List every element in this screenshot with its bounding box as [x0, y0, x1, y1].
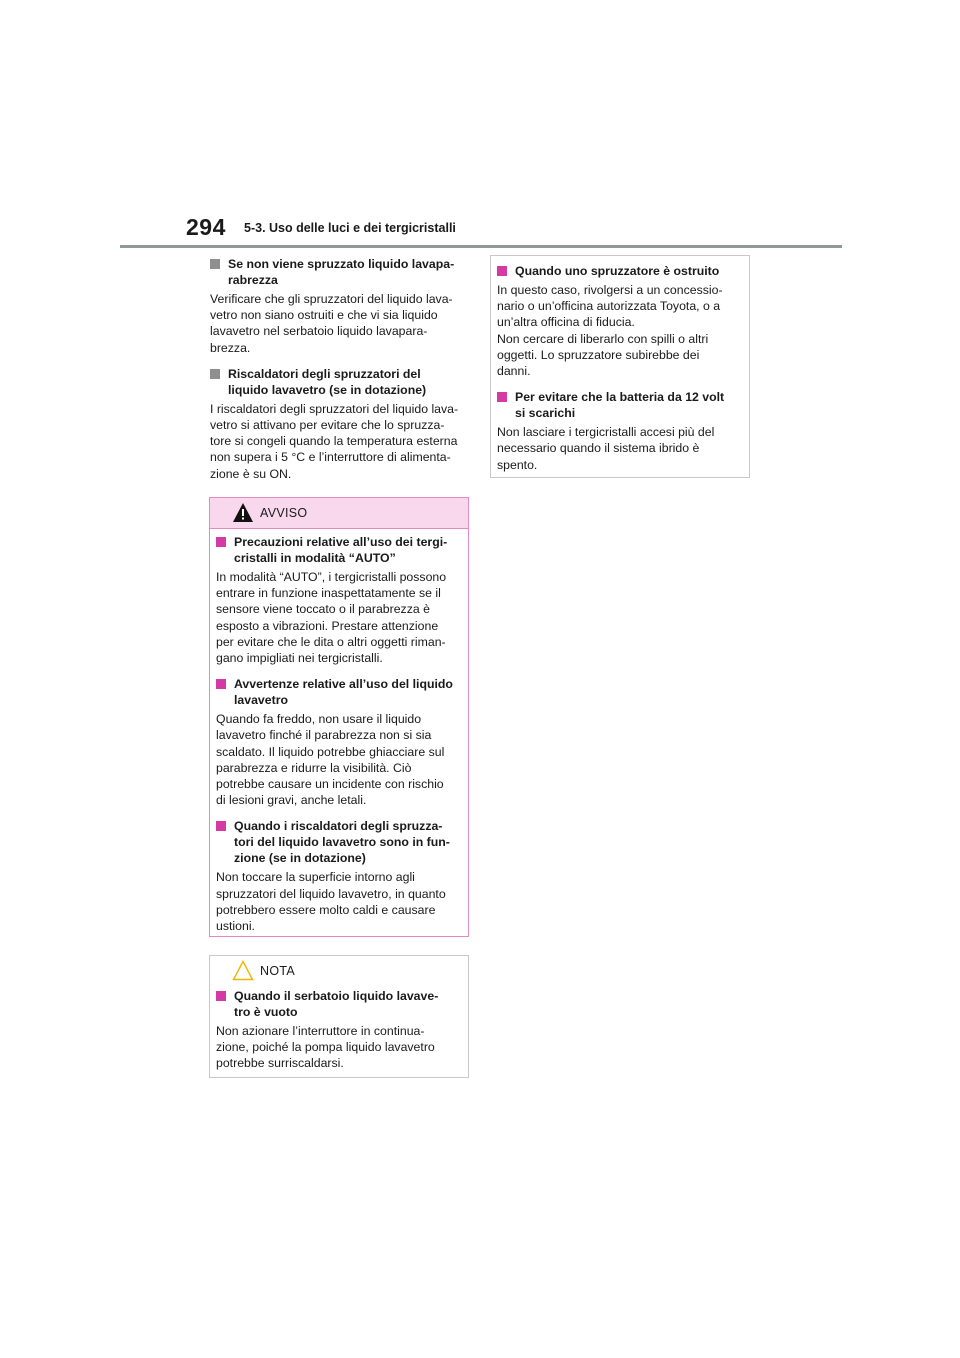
square-bullet-icon	[216, 821, 226, 831]
entry-empty-reservoir	[216, 988, 462, 1072]
entry-body: Non lasciare i tergicristalli accesi più del necessario quando il sistema ibrido è spento.	[497, 425, 715, 472]
entry-title: Precauzioni relative all’uso dei tergi- cristalli in modalità “AUTO”	[216, 534, 462, 566]
square-bullet-icon	[210, 259, 220, 269]
warning-box-content	[210, 529, 468, 934]
warning-label: AVVISO	[260, 506, 308, 520]
warning-box	[209, 497, 469, 937]
entry-auto-mode-precautions	[216, 534, 462, 666]
square-bullet-icon	[216, 991, 226, 1001]
note-box-header	[210, 956, 468, 986]
entry-battery-discharge	[497, 389, 743, 473]
entry-body: I riscaldatori degli spruzzatori del liquido lava- vetro si attivano per evitare che lo spruzza- tore si congeli quando la temperatura esterna non supera i 5 °C e l’interruttore di alimenta- zione è su ON.	[210, 401, 459, 481]
square-bullet-icon	[216, 679, 226, 689]
note-box	[209, 955, 469, 1078]
entry-body: Non toccare la superficie intorno agli spruzzatori del liquido lavavetro, in quanto potrebbero essere molto caldi e causare ustioni.	[216, 870, 446, 934]
square-bullet-icon	[497, 266, 507, 276]
entry-title: Quando i riscaldatori degli spruzza- tori del liquido lavavetro sono in fun- zione (se in dotazione)	[216, 818, 462, 866]
square-bullet-icon	[216, 537, 226, 547]
header-rule	[120, 245, 842, 248]
entry-body: In modalità “AUTO”, i tergicristalli possono entrare in funzione inaspettatamente se il sensore viene toccato o il parabrezza è esposto a vibrazioni. Prestare attenzione per evitare che le dita o altri oggetti riman- gano impigliati nei tergicristalli.	[216, 570, 447, 666]
info-box	[490, 255, 750, 478]
left-column	[210, 256, 468, 492]
entry-title: Avvertenze relative all’uso del liquido lavavetro	[216, 676, 462, 708]
entry-title: Per evitare che la batteria da 12 volt si scarichi	[497, 389, 743, 421]
warning-triangle-icon	[232, 502, 254, 523]
entry-washer-not-sprayed	[210, 256, 468, 356]
entry-washer-fluid-warnings	[216, 676, 462, 808]
square-bullet-icon	[497, 392, 507, 402]
entry-heaters-operating	[216, 818, 462, 934]
page-number: 294	[186, 214, 226, 240]
entry-washer-heaters	[210, 366, 468, 482]
square-bullet-icon	[210, 369, 220, 379]
entry-body: In questo caso, rivolgersi a un concessio- nario o un’officina autorizzata Toyota, o a un’altra officina di fiducia. Non cercare di liberarlo con spilli o altri oggetti. Lo spruzzatore subirebbe dei danni.	[497, 283, 723, 379]
entry-nozzle-clogged	[497, 263, 743, 379]
entry-title: Quando uno spruzzatore è ostruito	[497, 263, 743, 279]
section-title: 5-3. Uso delle luci e dei tergicristalli	[244, 221, 456, 235]
entry-body: Verificare che gli spruzzatori del liquido lava- vetro non siano ostruiti e che vi sia liquido lavavetro nel serbatoio liquido lavapara- brezza.	[210, 292, 453, 355]
caution-triangle-outline-icon	[232, 960, 254, 981]
info-box-content	[491, 256, 749, 473]
entry-body: Quando fa freddo, non usare il liquido lavavetro finché il parabrezza non si sia scaldato. Il liquido potrebbe ghiacciare sul parabrezza e ridurre la visibilità. Ciò potrebbe causare un incidente con rischio di lesioni gravi, anche letali.	[216, 712, 445, 808]
entry-title: Quando il serbatoio liquido lavave- tro è vuoto	[216, 988, 462, 1020]
entry-title: Se non viene spruzzato liquido lavapa- rabrezza	[210, 256, 468, 288]
entry-title: Riscaldatori degli spruzzatori del liquido lavavetro (se in dotazione)	[210, 366, 468, 398]
note-box-content	[210, 986, 468, 1072]
warning-box-header	[210, 498, 468, 529]
entry-body: Non azionare l’interruttore in continua- zione, poiché la pompa liquido lavavetro potrebbe surriscaldarsi.	[216, 1024, 435, 1071]
note-label: NOTA	[260, 964, 295, 978]
